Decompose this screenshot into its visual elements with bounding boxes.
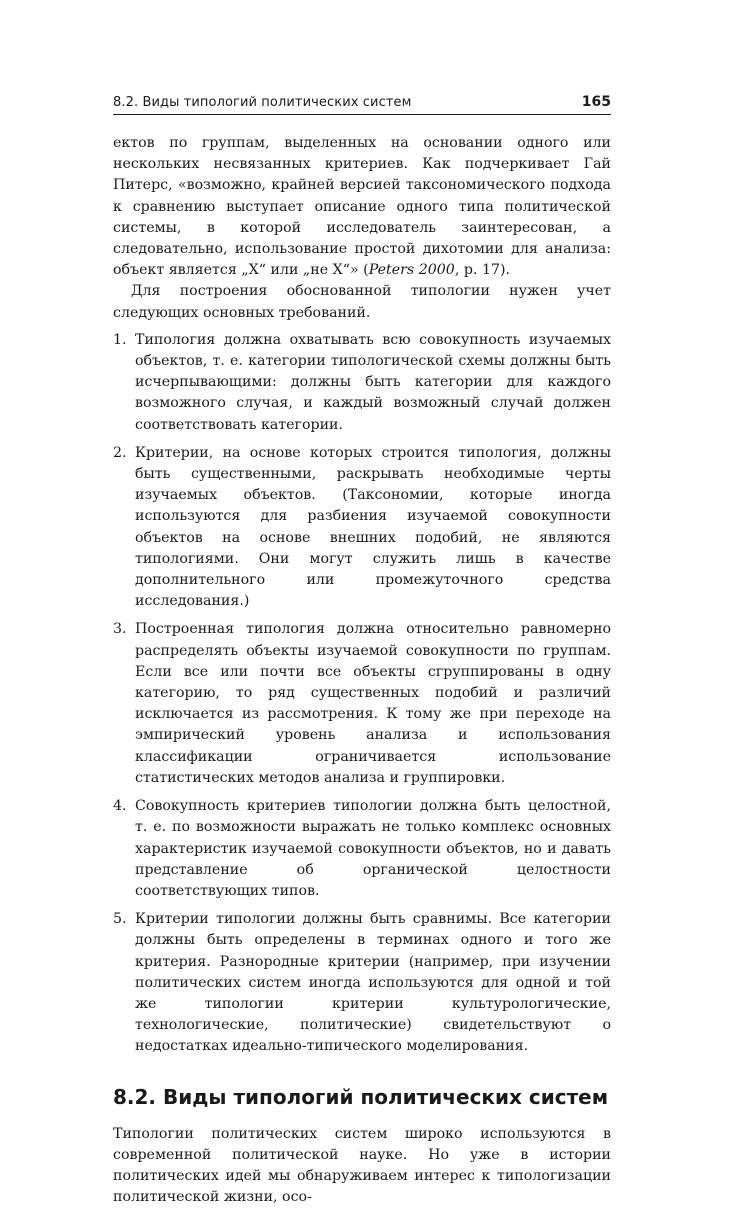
page-header — [113, 92, 611, 115]
list-item — [113, 909, 611, 1057]
citation-page: , p. 17). — [454, 262, 511, 279]
list-item — [113, 619, 611, 789]
continuation-text: ектов по группам, выделенных на основании одного или нескольких несвязанных критериев. Как подчеркивает Гай Питерс, «возможно, крайней версией таксономического подхода к сравнению выступает описание одного типа политической системы, в которой исследователь заинтересован, а следовательно, использование простой дихотомии для анализа: объект является „X“ или „не X“» ( — [113, 135, 611, 279]
running-head: 8.2. Виды типологий политических систем — [113, 95, 412, 110]
intro-paragraph: Для построения обоснованной типологии нужен учет следующих основных требований. — [113, 283, 611, 321]
list-item — [113, 330, 611, 436]
citation-reference: Peters 2000 — [368, 262, 455, 279]
list-item-text: Критерии, на основе которых строится типология, должны быть существенными, раскрывать необходимые черты изучаемых объектов. (Таксономии, которые иногда используются для разбиения изучаемой совокупности объектов на основе внешних подобий, не являются типологиями. Они могут служить лишь в качестве дополнительного или промежуточного средства исследования.) — [135, 444, 611, 610]
page-body — [113, 133, 611, 1208]
section-paragraph: Типологии политических систем широко используются в современной политической науке. Но уже в истории политических идей мы обнаруживаем интерес к типологизации политической жизни, осо- — [113, 1125, 611, 1206]
requirements-list — [113, 330, 611, 1058]
list-item-text: Построенная типология должна относительно равномерно распределять объекты изучаемой совокупности по группам. Если все или почти все объекты сгруппированы в одну категорию, то ряд существенных подобий и различий исключается из рассмотрения. К тому же при переходе на эмпирический уровень анализа и использования классификации ограничивается использование статистических методов анализа и группировки. — [135, 621, 611, 786]
list-item-text: Типология должна охватывать всю совокупность изучаемых объектов, т. е. категории типологической схемы должны быть исчерпывающими: должны быть категории для каждого возможного случая, и каждый возможный случай должен соответствовать категории. — [135, 331, 611, 433]
list-item — [113, 443, 611, 613]
list-item-number: 1. — [113, 331, 127, 348]
list-item-text: Совокупность критериев типологии должна быть целостной, т. е. по возможности выражать не только комплекс основных характеристик изучаемой совокупности объектов, но и давать представление об органической целостности соответствующих типов. — [135, 798, 611, 899]
list-item-number: 4. — [113, 798, 127, 815]
section-heading: 8.2. Виды типологий политических систем — [113, 1084, 609, 1109]
list-item-text: Критерии типологии должны быть сравнимы. Все категории должны быть определены в терминах одного и того же критерия. Разнородные критерии (например, при изучении политических систем иногда используются для одной и той же типологии критерии культурологические, технологические, политические) свидетельствуют о недостатках идеально-типического моделирования. — [135, 911, 611, 1055]
list-item — [113, 796, 611, 902]
page-number: 165 — [581, 94, 611, 110]
list-item-number: 2. — [113, 444, 127, 461]
list-item-number: 5. — [113, 911, 127, 928]
continuation-paragraph — [113, 133, 611, 281]
list-item-number: 3. — [113, 621, 127, 638]
